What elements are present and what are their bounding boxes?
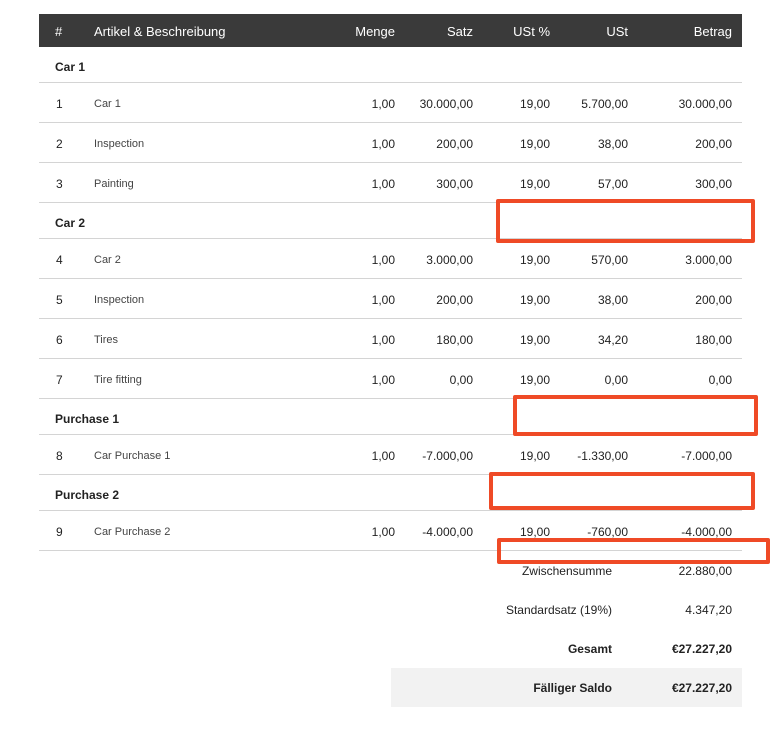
balance-due-label: Fälliger Saldo: [533, 681, 612, 695]
item-quantity: 1,00: [371, 293, 395, 307]
table-row: [39, 123, 742, 163]
total-label: Gesamt: [567, 642, 612, 656]
highlight-box-purchase2-totals: [489, 472, 755, 510]
group-title: Purchase 1: [55, 412, 120, 426]
item-rate: 200,00: [436, 293, 473, 307]
header-quantity: Menge: [355, 24, 395, 39]
item-tax-percent: 19,00: [519, 293, 550, 307]
item-number: 3: [56, 177, 63, 191]
header-rate: Satz: [446, 24, 473, 39]
item-tax-percent: 19,00: [519, 333, 550, 347]
item-tax-percent: 19,00: [519, 97, 550, 111]
item-tax: 38,00: [597, 293, 628, 307]
item-tax-percent: 19,00: [519, 449, 550, 463]
item-amount: 3.000,00: [685, 253, 732, 267]
highlight-box-purchase1-totals: [513, 395, 758, 436]
item-tax: -760,00: [587, 525, 628, 539]
item-description: Car 2: [94, 254, 121, 266]
balance-due-value: €27.227,20: [671, 681, 732, 695]
balance-due-row: [391, 668, 742, 707]
item-rate: 0,00: [449, 373, 473, 387]
item-description: Car 1: [94, 98, 121, 110]
item-tax: 57,00: [597, 177, 628, 191]
table-row: [39, 239, 742, 279]
header-tax: USt: [606, 24, 628, 39]
item-tax: 38,00: [597, 137, 628, 151]
table-row: [39, 83, 742, 123]
item-number: 5: [56, 293, 63, 307]
item-tax: 5.700,00: [581, 97, 628, 111]
item-tax: -1.330,00: [577, 449, 628, 463]
item-number: 7: [56, 373, 63, 387]
table-row: [39, 319, 742, 359]
item-quantity: 1,00: [371, 449, 395, 463]
item-quantity: 1,00: [371, 525, 395, 539]
tax-value: 4.347,20: [685, 603, 732, 617]
item-quantity: 1,00: [371, 333, 395, 347]
table-row: [39, 279, 742, 319]
item-number: 1: [56, 97, 63, 111]
group-title: Car 1: [55, 60, 86, 74]
item-description: Inspection: [94, 294, 145, 306]
group-title: Car 2: [55, 216, 86, 230]
item-description: Tires: [94, 334, 119, 346]
group-header: [39, 47, 742, 83]
header-number: #: [55, 24, 63, 39]
item-amount: 300,00: [695, 177, 732, 191]
item-amount: 30.000,00: [678, 97, 732, 111]
item-quantity: 1,00: [371, 97, 395, 111]
subtotal-label: Zwischensumme: [521, 564, 612, 578]
item-quantity: 1,00: [371, 177, 395, 191]
table-row: [39, 163, 742, 203]
tax-label: Standardsatz (19%): [505, 603, 612, 617]
item-tax-percent: 19,00: [519, 525, 550, 539]
item-amount: 200,00: [695, 137, 732, 151]
header-description: Artikel & Beschreibung: [94, 24, 226, 39]
item-description: Inspection: [94, 138, 145, 150]
item-description: Tire fitting: [94, 374, 142, 386]
item-tax-percent: 19,00: [519, 373, 550, 387]
item-tax: 0,00: [604, 373, 628, 387]
group-title: Purchase 2: [55, 488, 120, 502]
item-amount: 200,00: [695, 293, 732, 307]
table-header: [39, 14, 742, 47]
item-rate: 200,00: [436, 137, 473, 151]
item-quantity: 1,00: [371, 137, 395, 151]
item-tax-percent: 19,00: [519, 253, 550, 267]
item-tax: 34,20: [597, 333, 628, 347]
totals-section: [391, 551, 742, 707]
item-rate: 30.000,00: [419, 97, 473, 111]
subtotal-value: 22.880,00: [678, 564, 732, 578]
item-description: Car Purchase 1: [94, 450, 171, 462]
item-number: 9: [56, 525, 63, 539]
highlight-box-bottom: [497, 538, 770, 564]
item-number: 8: [56, 449, 63, 463]
item-amount: -4.000,00: [681, 525, 732, 539]
item-rate: 3.000,00: [426, 253, 473, 267]
item-number: 6: [56, 333, 63, 347]
header-amount: Betrag: [693, 24, 732, 39]
item-number: 4: [56, 253, 63, 267]
total-value: €27.227,20: [671, 642, 732, 656]
item-rate: 180,00: [436, 333, 473, 347]
item-tax-percent: 19,00: [519, 177, 550, 191]
table-row: [39, 359, 742, 399]
item-rate: -7.000,00: [422, 449, 473, 463]
invoice-items-table: [39, 14, 742, 551]
item-tax: 570,00: [591, 253, 628, 267]
header-tax-percent: USt %: [513, 24, 550, 39]
item-quantity: 1,00: [371, 373, 395, 387]
item-amount: 180,00: [695, 333, 732, 347]
table-row: [39, 435, 742, 475]
item-description: Painting: [94, 178, 134, 190]
item-quantity: 1,00: [371, 253, 395, 267]
item-amount: -7.000,00: [681, 449, 732, 463]
item-tax-percent: 19,00: [519, 137, 550, 151]
item-description: Car Purchase 2: [94, 526, 171, 538]
item-number: 2: [56, 137, 63, 151]
total-row: [391, 629, 742, 668]
tax-row: [391, 590, 742, 629]
item-rate: -4.000,00: [422, 525, 473, 539]
highlight-box-car2-totals: [496, 199, 755, 243]
item-amount: 0,00: [708, 373, 732, 387]
item-rate: 300,00: [436, 177, 473, 191]
